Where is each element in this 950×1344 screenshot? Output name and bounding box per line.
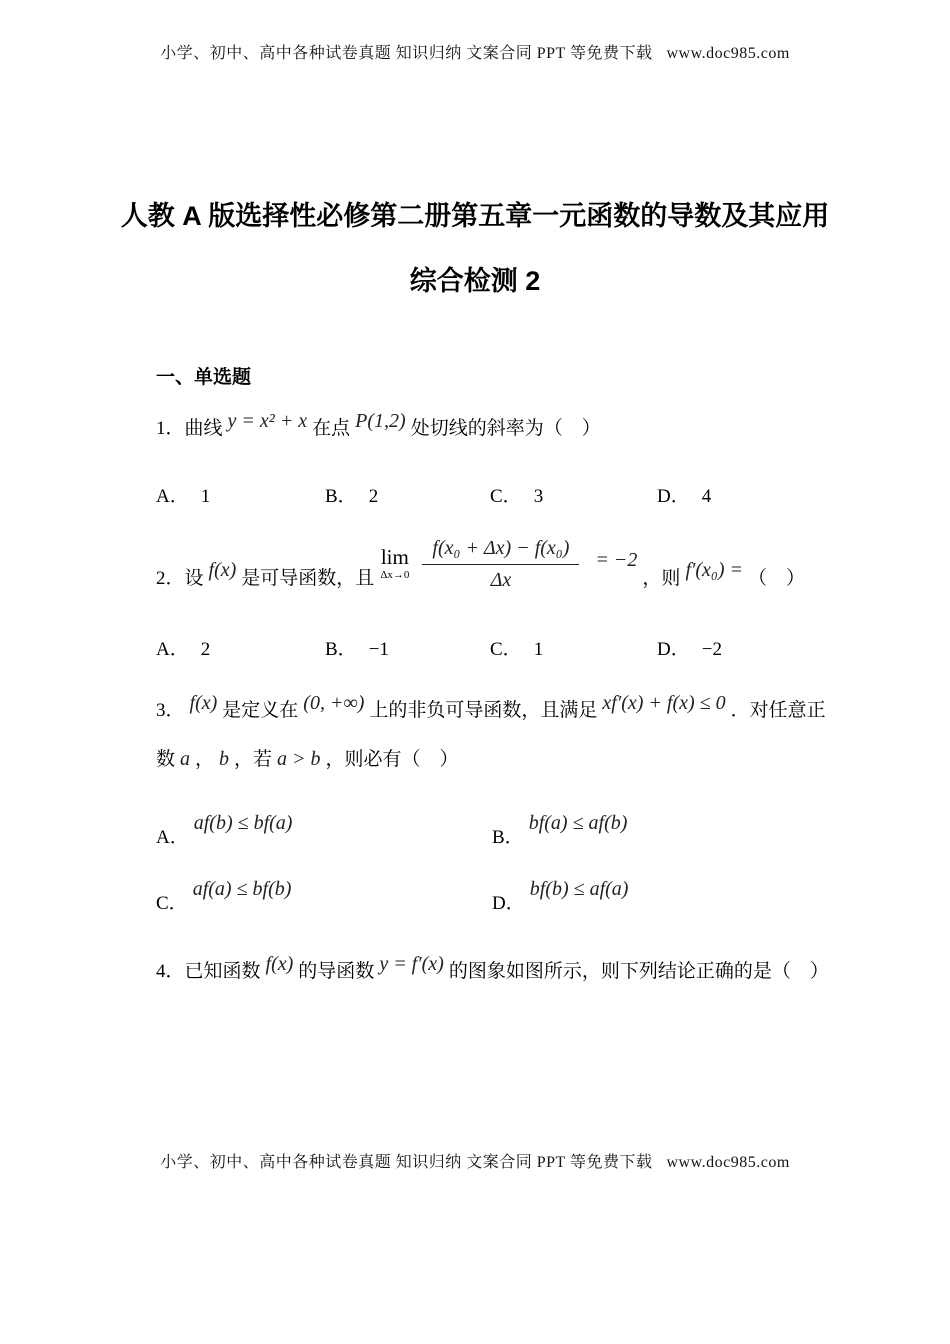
- question-2-text-4: （ ）: [748, 567, 806, 589]
- question-1-option-d: [657, 481, 816, 508]
- question-2-options: [156, 634, 816, 661]
- option-label: C．: [490, 486, 522, 507]
- option-label: D．: [657, 486, 690, 507]
- question-4-text-2: 的导函数: [298, 961, 375, 982]
- header-promo-text: 小学、初中、高中各种试卷真题 知识归纳 文案合同 PPT 等免费下载: [160, 45, 653, 62]
- question-2-text-2: 是可导函数，且: [241, 567, 375, 589]
- question-3-text-2: 上的非负可导函数，且满足: [369, 700, 598, 721]
- question-4-number: 4．: [156, 961, 185, 982]
- question-2-option-b: [325, 634, 490, 661]
- question-3-line2: [156, 746, 830, 773]
- question-3-option-d: [492, 878, 856, 915]
- option-value: 1: [533, 639, 544, 660]
- question-3-line1: [156, 692, 830, 724]
- option-label: D．: [657, 639, 690, 660]
- option-label: B．: [325, 486, 357, 507]
- formula-point-p: P(1,2): [355, 410, 406, 432]
- question-2-option-d: [657, 634, 816, 661]
- option-value: −1: [368, 639, 389, 660]
- fraction-denominator: Δx: [490, 568, 512, 591]
- fraction-numerator: f(x₀ + Δx) − f(x₀): [422, 536, 579, 565]
- formula-a-greater-b: a > b: [277, 748, 321, 770]
- question-4-text-1: 已知函数: [184, 961, 261, 982]
- question-1-option-c: [490, 481, 657, 508]
- variable-a: a: [180, 748, 191, 770]
- question-3-text-6: ，若: [234, 749, 273, 770]
- option-label: C．: [490, 639, 522, 660]
- question-3-option-c: [156, 878, 492, 915]
- option-label: A．: [156, 639, 189, 660]
- formula-equals-value: = −2: [595, 548, 638, 571]
- option-label: A．: [156, 486, 189, 507]
- option-formula: af(b) ≤ bf(a): [193, 812, 293, 834]
- option-value: −2: [701, 639, 722, 660]
- question-3-option-a: [156, 812, 492, 849]
- option-label: A．: [156, 827, 189, 848]
- question-1-text-1: 曲线: [184, 418, 223, 439]
- option-value: 2: [368, 486, 379, 507]
- document-title-line2: 综合检测 2: [409, 266, 541, 296]
- question-3-options-row1: [156, 812, 856, 849]
- question-1-text-3: 处切线的斜率为（ ）: [410, 418, 601, 439]
- question-2-number: 2．: [156, 567, 185, 589]
- formula-domain-interval: (0, +∞): [303, 692, 365, 714]
- question-2-option-c: [490, 634, 657, 661]
- formula-derivative-function: y = f′(x): [379, 953, 444, 975]
- option-formula: af(a) ≤ bf(b): [192, 878, 292, 900]
- option-value: 4: [701, 486, 712, 507]
- question-3-option-b: [492, 812, 856, 849]
- question-3-options-row2: [156, 878, 856, 915]
- page-footer: [0, 1149, 950, 1172]
- option-label: D．: [492, 893, 525, 914]
- variable-b: b: [219, 748, 230, 770]
- option-formula: bf(a) ≤ af(b): [528, 812, 628, 834]
- limit-word: lim: [380, 545, 409, 569]
- question-3-text-1: 是定义在: [222, 700, 299, 721]
- question-3-text-4: 数: [156, 749, 176, 770]
- question-4: [156, 953, 830, 985]
- question-2-text-3: ，则: [642, 567, 681, 589]
- limit-subscript: Δx→0: [380, 569, 410, 581]
- section-heading-single-choice: 一、单选题: [156, 367, 252, 388]
- header-site-url: www.doc985.com: [666, 45, 790, 62]
- question-3-text-7: ，则必有（ ）: [325, 749, 459, 770]
- document-title-line1: 人教 A 版选择性必修第二册第五章一元函数的导数及其应用: [120, 201, 830, 231]
- question-1-option-a: [156, 481, 325, 508]
- footer-site-url: www.doc985.com: [666, 1154, 790, 1171]
- option-formula: bf(b) ≤ af(a): [529, 878, 629, 900]
- formula-f-of-x: f(x): [189, 692, 218, 714]
- question-1-options: [156, 481, 816, 508]
- option-label: C．: [156, 893, 188, 914]
- formula-inequality-condition: xf′(x) + f(x) ≤ 0: [602, 692, 726, 714]
- question-1-number: 1．: [156, 418, 185, 439]
- formula-f-of-x: f(x): [265, 953, 294, 975]
- question-3-text-5: ，: [195, 749, 215, 770]
- question-2-text-1: 设: [184, 567, 204, 589]
- limit-operator: [380, 547, 409, 581]
- question-1-text-2: 在点: [312, 418, 351, 439]
- question-3-text-3: ．对任意正: [730, 700, 826, 721]
- formula-f-of-x: f(x): [208, 558, 237, 581]
- question-1-option-b: [325, 481, 490, 508]
- question-4-text-3: 的图象如图所示，则下列结论正确的是（ ）: [448, 961, 829, 982]
- formula-derivative-at-x0: f′(x₀) =: [685, 558, 744, 581]
- question-3-number: 3．: [156, 700, 185, 721]
- option-value: 3: [533, 486, 544, 507]
- difference-quotient-fraction: [417, 536, 584, 593]
- page-header: [0, 40, 950, 63]
- question-2-option-a: [156, 634, 325, 661]
- option-label: B．: [492, 827, 524, 848]
- option-value: 2: [200, 639, 211, 660]
- question-1: [156, 410, 830, 442]
- option-value: 1: [200, 486, 211, 507]
- question-2: [156, 524, 805, 604]
- option-label: B．: [325, 639, 357, 660]
- formula-curve-equation: y = x² + x: [227, 410, 308, 432]
- footer-promo-text: 小学、初中、高中各种试卷真题 知识归纳 文案合同 PPT 等免费下载: [160, 1154, 653, 1171]
